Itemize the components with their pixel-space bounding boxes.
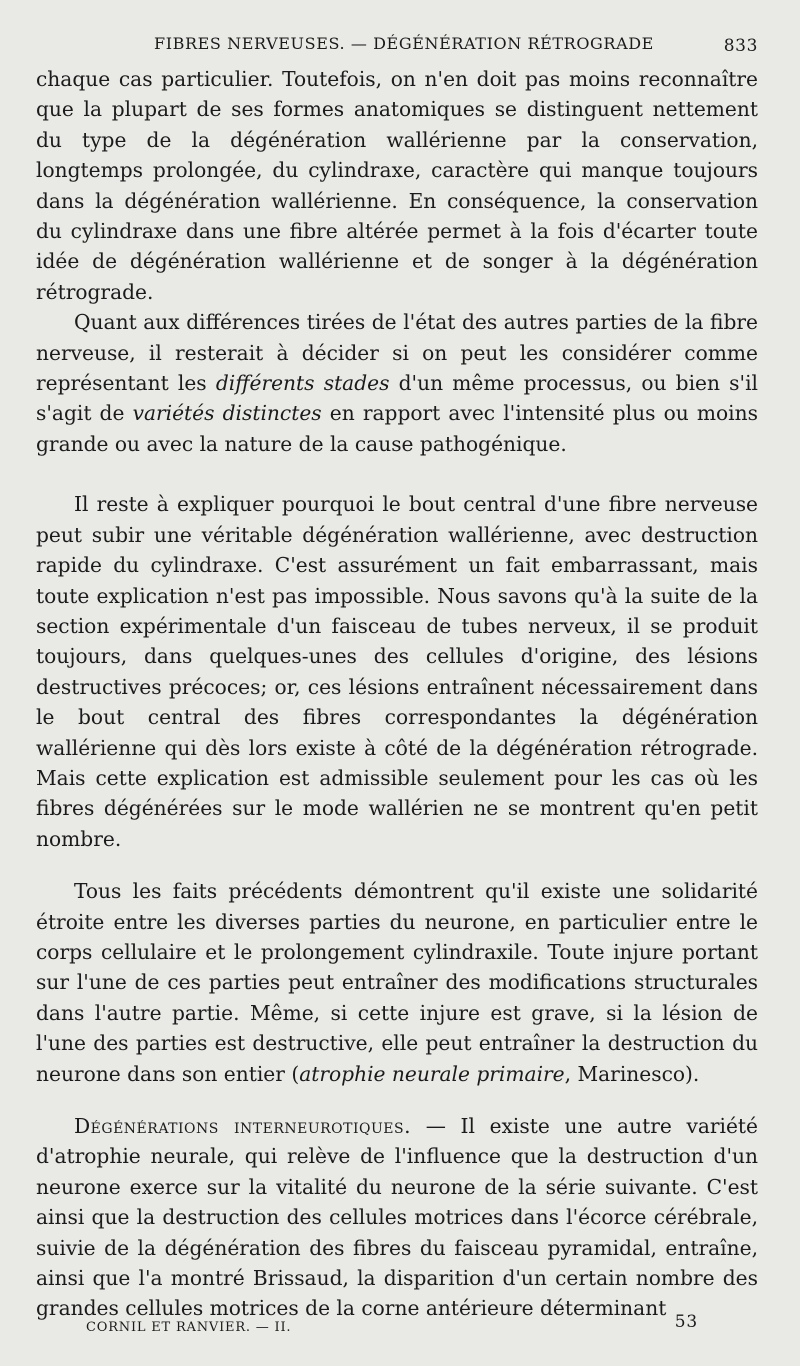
running-head: [36, 30, 758, 64]
paragraph-4-text-b: , Marinesco).: [564, 1061, 700, 1086]
paragraph-2-text-c: en rapport avec l'intensité plus ou moins grande ou avec la nature de la cause pathogénique.: [36, 401, 759, 456]
section-gap: [36, 1089, 758, 1111]
paragraph-4-italic: atrophie neurale primaire: [299, 1061, 565, 1086]
paragraph-1: [36, 64, 758, 307]
paragraph-2: [36, 307, 758, 459]
section-gap: [36, 854, 758, 876]
paragraph-2-italic-b: variétés distinctes: [132, 401, 322, 426]
paragraph-5-text: — Il existe une autre variété d'atrophie neurale, qui relève de l'influence que la destruction d'un neurone exerce sur la vitalité du neurone de la série suivante. C'est ainsi que la destruction des cellules motrices dans l'écorce cérébrale, suivie de la dégénération des fibres du faisceau pyramidal, entraîne, ainsi que l'a montré Brissaud, la disparition d'un certain nombre des grandes cellules motrices de la corne antérieure déterminant: [36, 1114, 758, 1321]
paragraph-5: [36, 1111, 758, 1324]
paragraph-4-text-a: Tous les faits précédents démontrent qu'il existe une solidarité étroite entre les diverses parties du neurone, en particulier entre le corps cellulaire et le prolongement cylindraxile. Toute injure portant sur l'une de ces parties peut entraîner des modifications structurales dans l'autre partie. Même, si cette injure est grave, si la lésion de l'une des parties est destructive, elle peut entraîner la destruction du neurone dans son entier (: [36, 879, 758, 1086]
sheet-number: 53: [674, 1312, 698, 1332]
section-gap: [36, 459, 758, 489]
paragraph-1-text: chaque cas particulier. Toutefois, on n'en doit pas moins reconnaître que la plupart de ses formes anatomiques se distinguent nettement du type de la dégénération wallérienne par la conservation, longtemps prolongée, du cylindraxe, caractère qui manque toujours dans la dégénération wallérienne. En conséquence, la conservation du cylindraxe dans une fibre altérée permet à la fois d'écarter toute idée de dégénération wallérienne et de songer à la dégénération rétrograde.: [36, 67, 758, 304]
paragraph-4: [36, 876, 758, 1089]
page-number: 833: [723, 36, 758, 56]
paragraph-2-italic-a: différents stades: [215, 371, 390, 396]
section-heading: Dégénérations interneurotiques.: [74, 1114, 412, 1138]
paragraph-2-text-b: d'un même processus, ou bien s'il s'agit de: [36, 371, 758, 426]
paragraph-2-text-a: Quant aux différences tirées de l'état des autres parties de la fibre nerveuse, il resterait à décider si on peut les considérer comme représentant les: [36, 310, 758, 396]
paragraph-3-text: Il reste à expliquer pourquoi le bout central d'une fibre nerveuse peut subir une véritable dégénération wallérienne, avec destruction rapide du cylindraxe. C'est assurément un fait embarrassant, mais toute explication n'est pas impossible. Nous savons qu'à la suite de la section expérimentale d'un faisceau de tubes nerveux, il se produit toujours, dans quelques-unes des cellules d'origine, des lésions destructives précoces; or, ces lésions entraînent nécessairement dans le bout central des fibres correspondantes la dégénération wallérienne qui dès lors existe à côté de la dégénération rétrograde. Mais cette explication est admissible seulement pour les cas où les fibres dégénérées sur le mode wallérien ne se montrent qu'en petit nombre.: [36, 492, 758, 851]
running-title: FIBRES NERVEUSES. — DÉGÉNÉRATION RÉTROGRADE: [154, 34, 654, 53]
body-text: [36, 64, 758, 1324]
paragraph-3: [36, 489, 758, 854]
printer-signature: CORNIL ET RANVIER. — II.: [86, 1320, 292, 1335]
